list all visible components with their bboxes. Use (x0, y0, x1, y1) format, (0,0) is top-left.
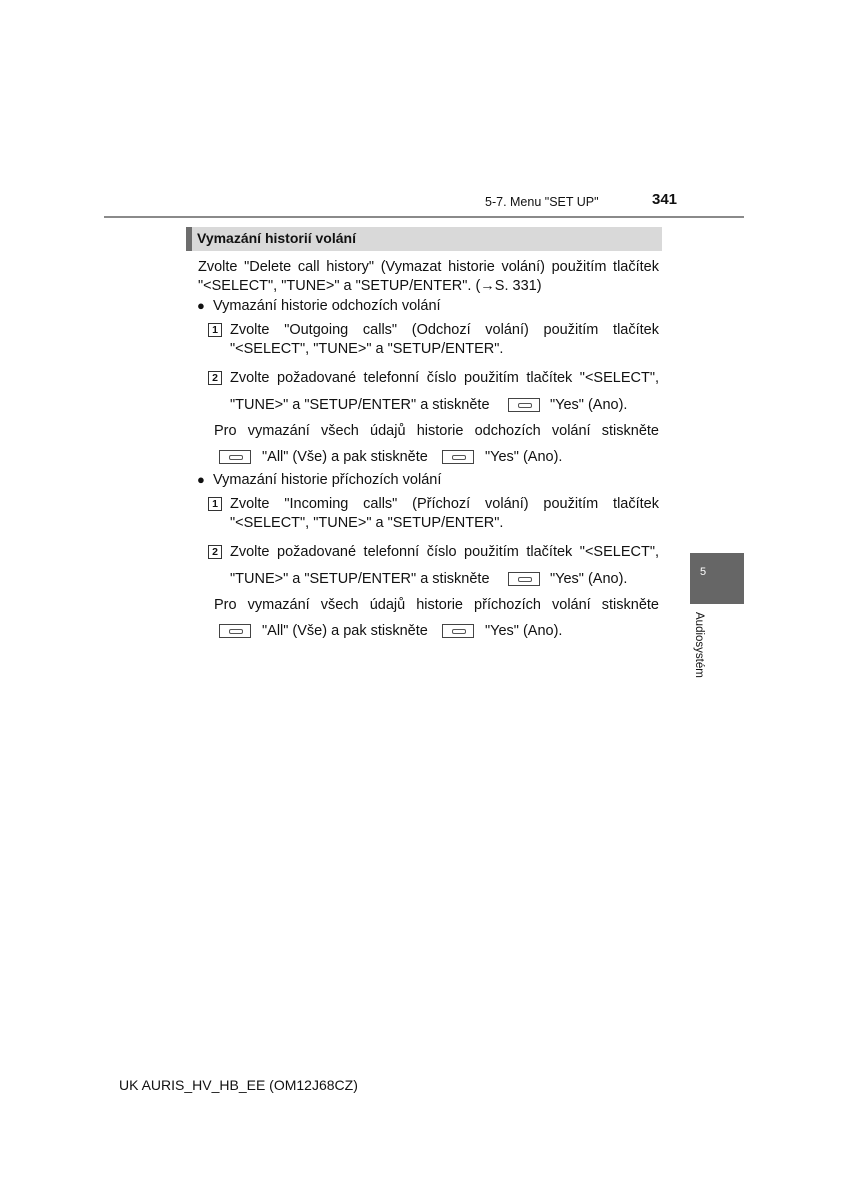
button-icon (219, 450, 251, 464)
outgoing-step1-line2: "<SELECT", "TUNE>" a "SETUP/ENTER". (230, 341, 504, 357)
outgoing-heading (197, 297, 441, 315)
intro-line-1: Zvolte "Delete call history" (Vymazat historie volání) použitím tlačítek (198, 259, 659, 275)
incoming-step1-line1: Zvolte "Incoming calls" (Příchozí volání) použitím tlačítek (230, 496, 659, 512)
outgoing-step2-line2-before: "TUNE>" a "SETUP/ENTER" a stiskněte (230, 397, 490, 413)
incoming-heading-text: Vymazání historie příchozích volání (213, 472, 442, 488)
page-number: 341 (652, 191, 678, 208)
section-title-bar (186, 227, 662, 251)
button-icon-glyph (518, 403, 532, 408)
button-icon (442, 624, 474, 638)
outgoing-heading-text: Vymazání historie odchozích volání (213, 298, 441, 314)
outgoing-all-part1: "All" (Vše) a pak stiskněte (262, 449, 428, 465)
button-icon-glyph (452, 455, 466, 460)
outgoing-step1-line1: Zvolte "Outgoing calls" (Odchozí volání) použitím tlačítek (230, 322, 659, 338)
outgoing-all-line1: Pro vymazání všech údajů historie odchozích volání stiskněte (214, 423, 659, 439)
incoming-step2-line1: Zvolte požadované telefonní číslo použitím tlačítek "<SELECT", (230, 544, 659, 560)
chapter-tab (690, 553, 744, 604)
outgoing-step2-line2-after: "Yes" (Ano). (550, 397, 628, 413)
running-header-section: 5-7. Menu "SET UP" (485, 195, 599, 209)
footer-model-code: UK AURIS_HV_HB_EE (OM12J68CZ) (119, 1077, 358, 1093)
incoming-all-part1: "All" (Vše) a pak stiskněte (262, 623, 428, 639)
button-icon (442, 450, 474, 464)
incoming-step1-line2: "<SELECT", "TUNE>" a "SETUP/ENTER". (230, 515, 504, 531)
button-icon (508, 398, 540, 412)
button-icon-glyph (229, 455, 243, 460)
header-divider (104, 216, 744, 218)
button-icon-glyph (229, 629, 243, 634)
step-number-2-incoming: 2 (208, 545, 222, 559)
step-number-1-incoming: 1 (208, 497, 222, 511)
incoming-step2-line2-before: "TUNE>" a "SETUP/ENTER" a stiskněte (230, 571, 490, 587)
incoming-heading (197, 471, 441, 489)
button-icon (219, 624, 251, 638)
bullet-icon: ● (197, 298, 205, 313)
button-icon-glyph (518, 577, 532, 582)
intro-line-2: "<SELECT", "TUNE>" a "SETUP/ENTER". (→S. 331) (198, 278, 542, 294)
incoming-all-part2: "Yes" (Ano). (485, 623, 563, 639)
incoming-step2-line2-after: "Yes" (Ano). (550, 571, 628, 587)
step-number-1-outgoing: 1 (208, 323, 222, 337)
chapter-number: 5 (700, 566, 707, 578)
bullet-icon: ● (197, 472, 205, 487)
section-title: Vymazání historií volání (197, 230, 356, 246)
step-number-2-outgoing: 2 (208, 371, 222, 385)
outgoing-all-part2: "Yes" (Ano). (485, 449, 563, 465)
button-icon-glyph (452, 629, 466, 634)
outgoing-step2-line1: Zvolte požadované telefonní číslo použitím tlačítek "<SELECT", (230, 370, 659, 386)
incoming-all-line1: Pro vymazání všech údajů historie příchozích volání stiskněte (214, 597, 659, 613)
button-icon (508, 572, 540, 586)
chapter-label: Audiosystém (693, 612, 705, 678)
